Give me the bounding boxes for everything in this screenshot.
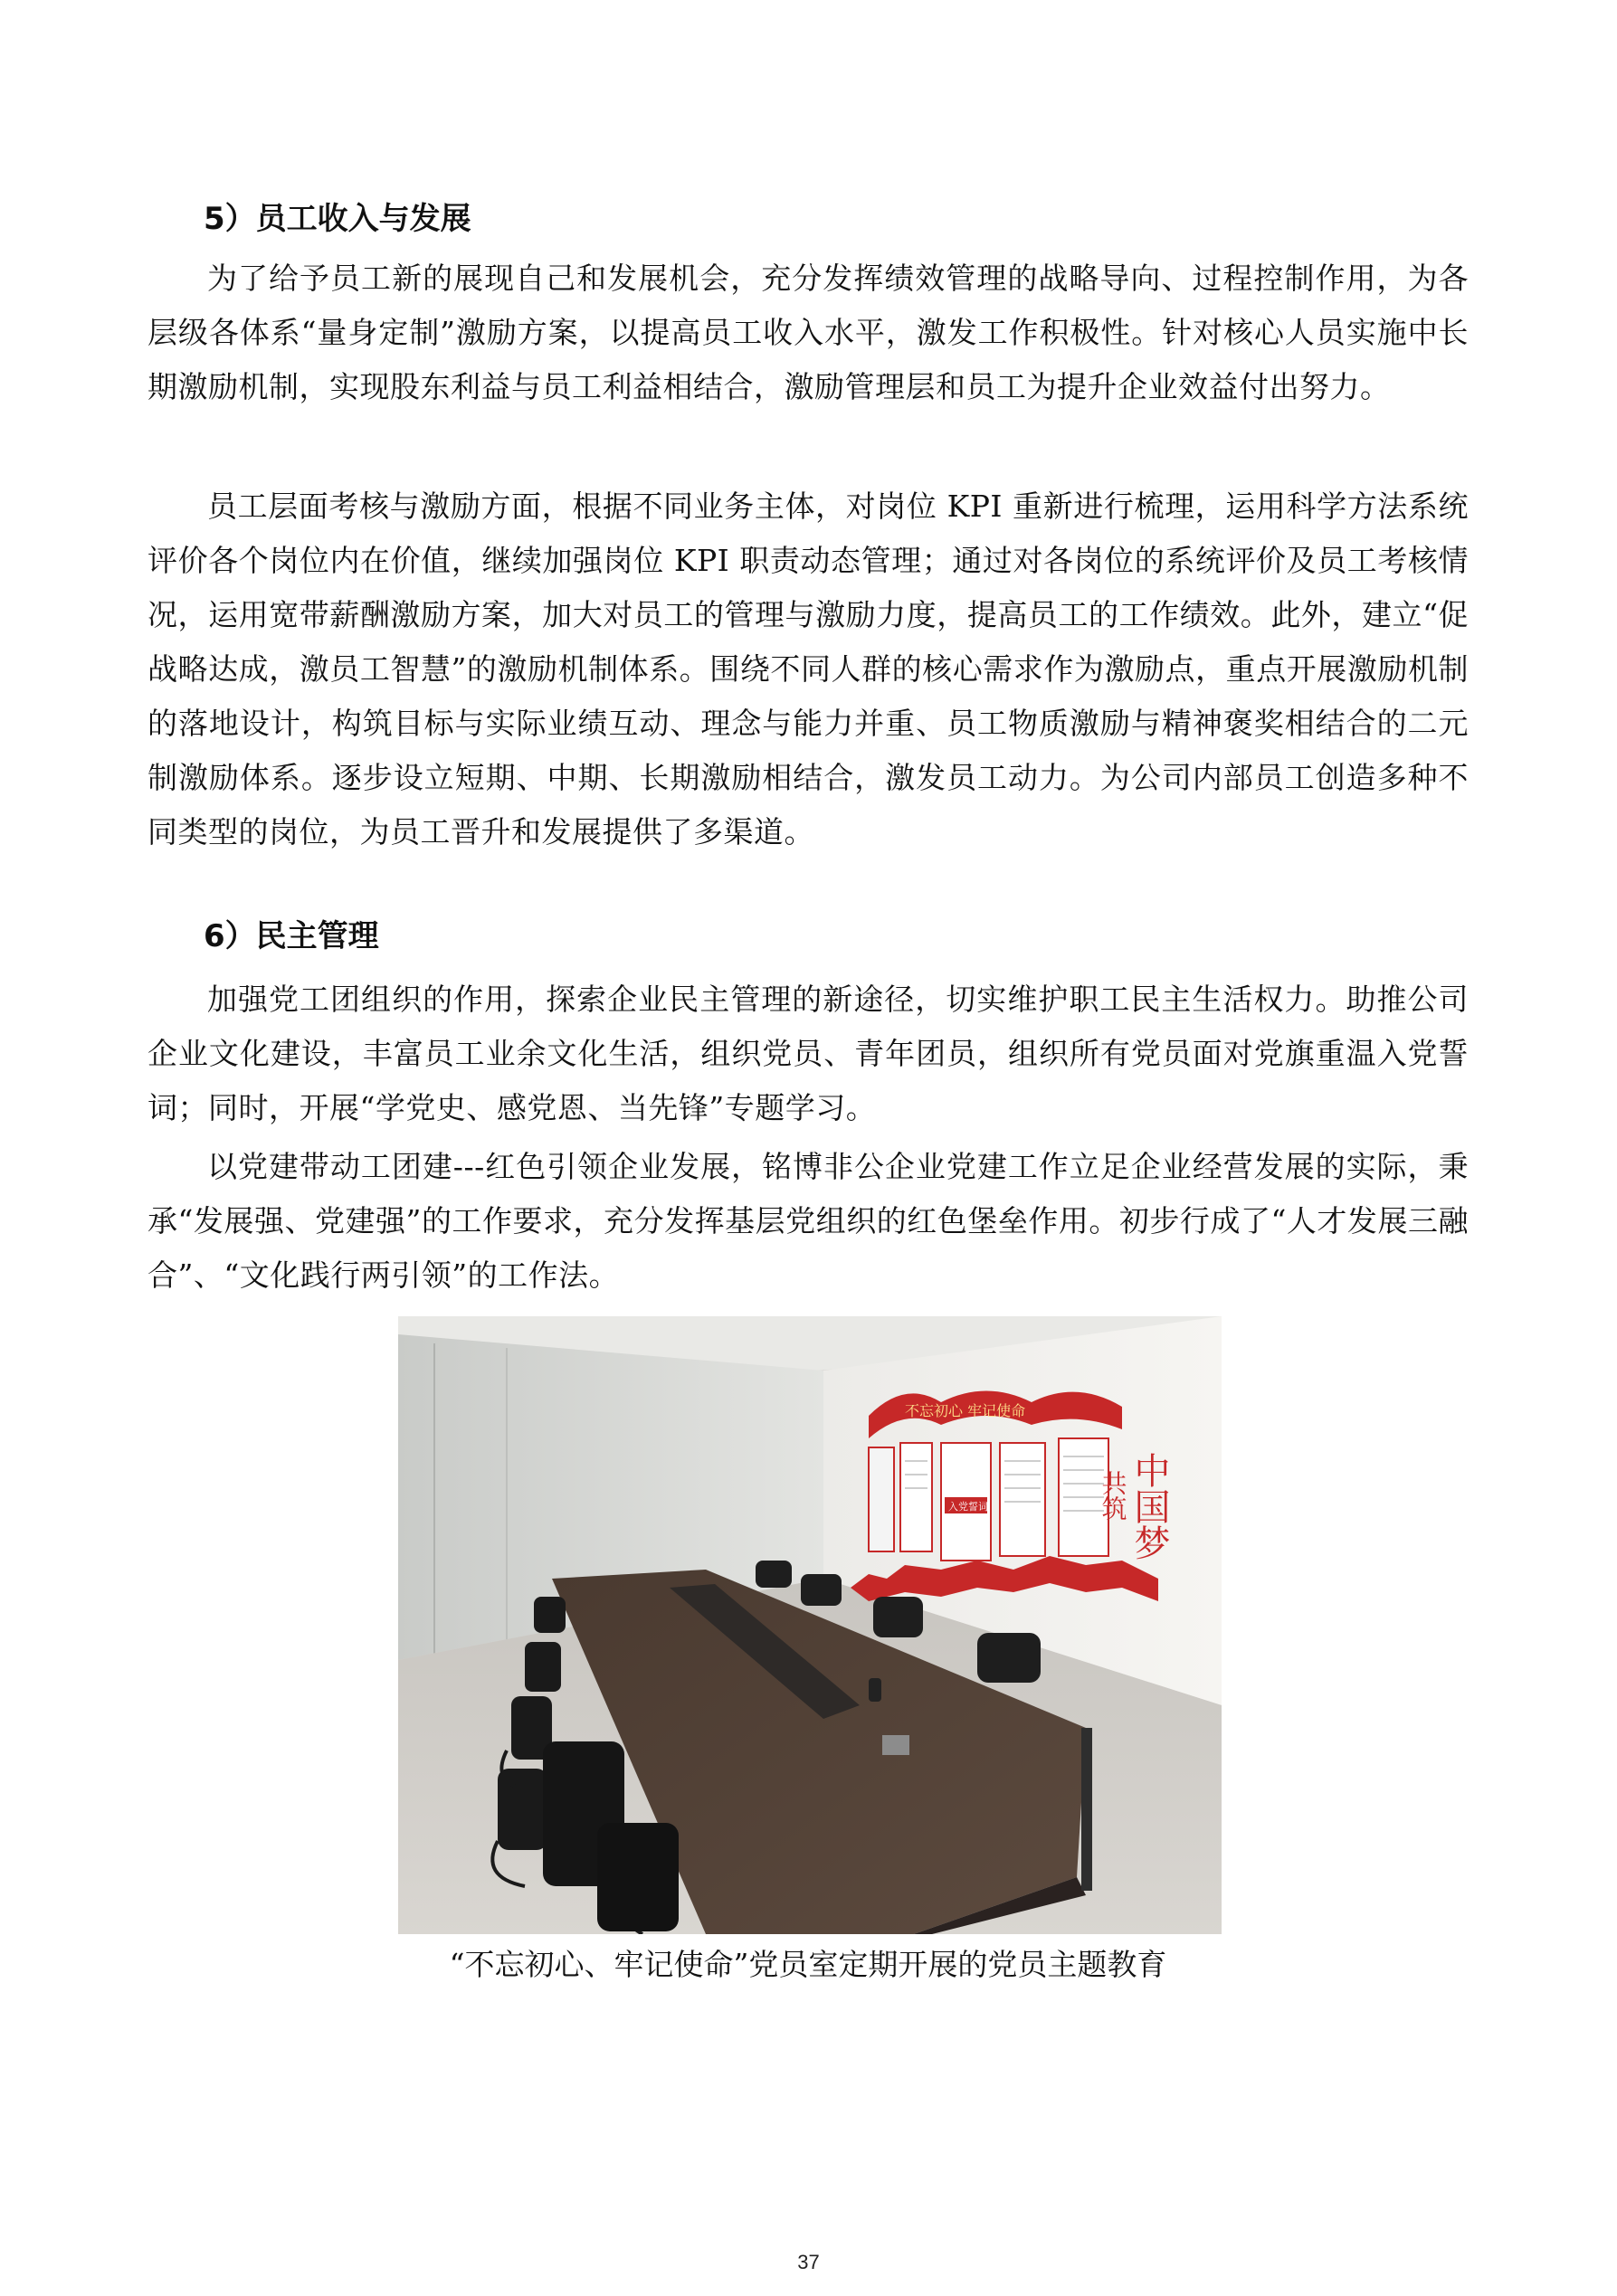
oath-board-label: 入党誓词 [948,1501,988,1513]
section-heading-democratic-management: 6）民主管理 [204,918,379,954]
page-number: 37 [797,2251,820,2273]
paragraph-employee-income-1: 为了给予员工新的展现自己和发展机会，充分发挥绩效管理的战略导向、过程控制作用，为各层级各体系“量身定制”激励方案，以提高员工收入水平，激发工作积极性。针对核心人员实施中长期激励机制，实现股东利益与员工利益相结合，激励管理层和员工为提升企业效益付出努力。 [147,261,1469,404]
wall-text-china-dream: 中国梦 [1128,1452,1170,1561]
paragraph-democratic-management-1: 加强党工团组织的作用，探索企业民主管理的新途径，切实维护职工民主生活权力。助推公司企业文化建设，丰富员工业余文化生活，组织党员、青年团员，组织所有党员面对党旗重温入党誓词；同时，开展“学党史、感党恩、当先锋”专题学习。 [147,982,1469,1125]
section-heading-employee-income: 5）员工收入与发展 [204,201,471,237]
meeting-room-photo [398,1316,1222,1934]
wall-text-build-together: 共筑 [1098,1470,1128,1521]
paragraph-employee-income-2: 员工层面考核与激励方面，根据不同业务主体，对岗位 KPI 重新进行梳理，运用科学方法系统评价各个岗位内在价值，继续加强岗位 KPI 职责动态管理；通过对各岗位的系统评价及员工考核情况，运用宽带薪酬激励方案，加大对员工的管理与激励力度，提高员工的工作绩效。此外，建立“促战略达成，激员工智慧”的激励机制体系。围绕不同人群的核心需求作为激励点，重点开展激励机制的落地设计，构筑目标与实际业绩互动、理念与能力并重、员工物质激励与精神褒奖相结合的二元制激励体系。逐步设立短期、中期、长期激励相结合，激发员工动力。为公司内部员工创造多种不同类型的岗位，为员工晋升和发展提供了多渠道。 [147,489,1469,849]
paragraph-democratic-management-2: 以党建带动工团建---红色引领企业发展，铭博非公企业党建工作立足企业经营发展的实际，秉承“发展强、党建强”的工作要求，充分发挥基层党组织的红色堡垒作用。初步行成了“人才发展三融合”、“文化践行两引领”的工作法。 [147,1149,1469,1293]
wall-banner-text: 不忘初心 牢记使命 [905,1402,1026,1419]
photo-caption: “不忘初心、牢记使命”党员室定期开展的党员主题教育 [449,1947,1167,1982]
